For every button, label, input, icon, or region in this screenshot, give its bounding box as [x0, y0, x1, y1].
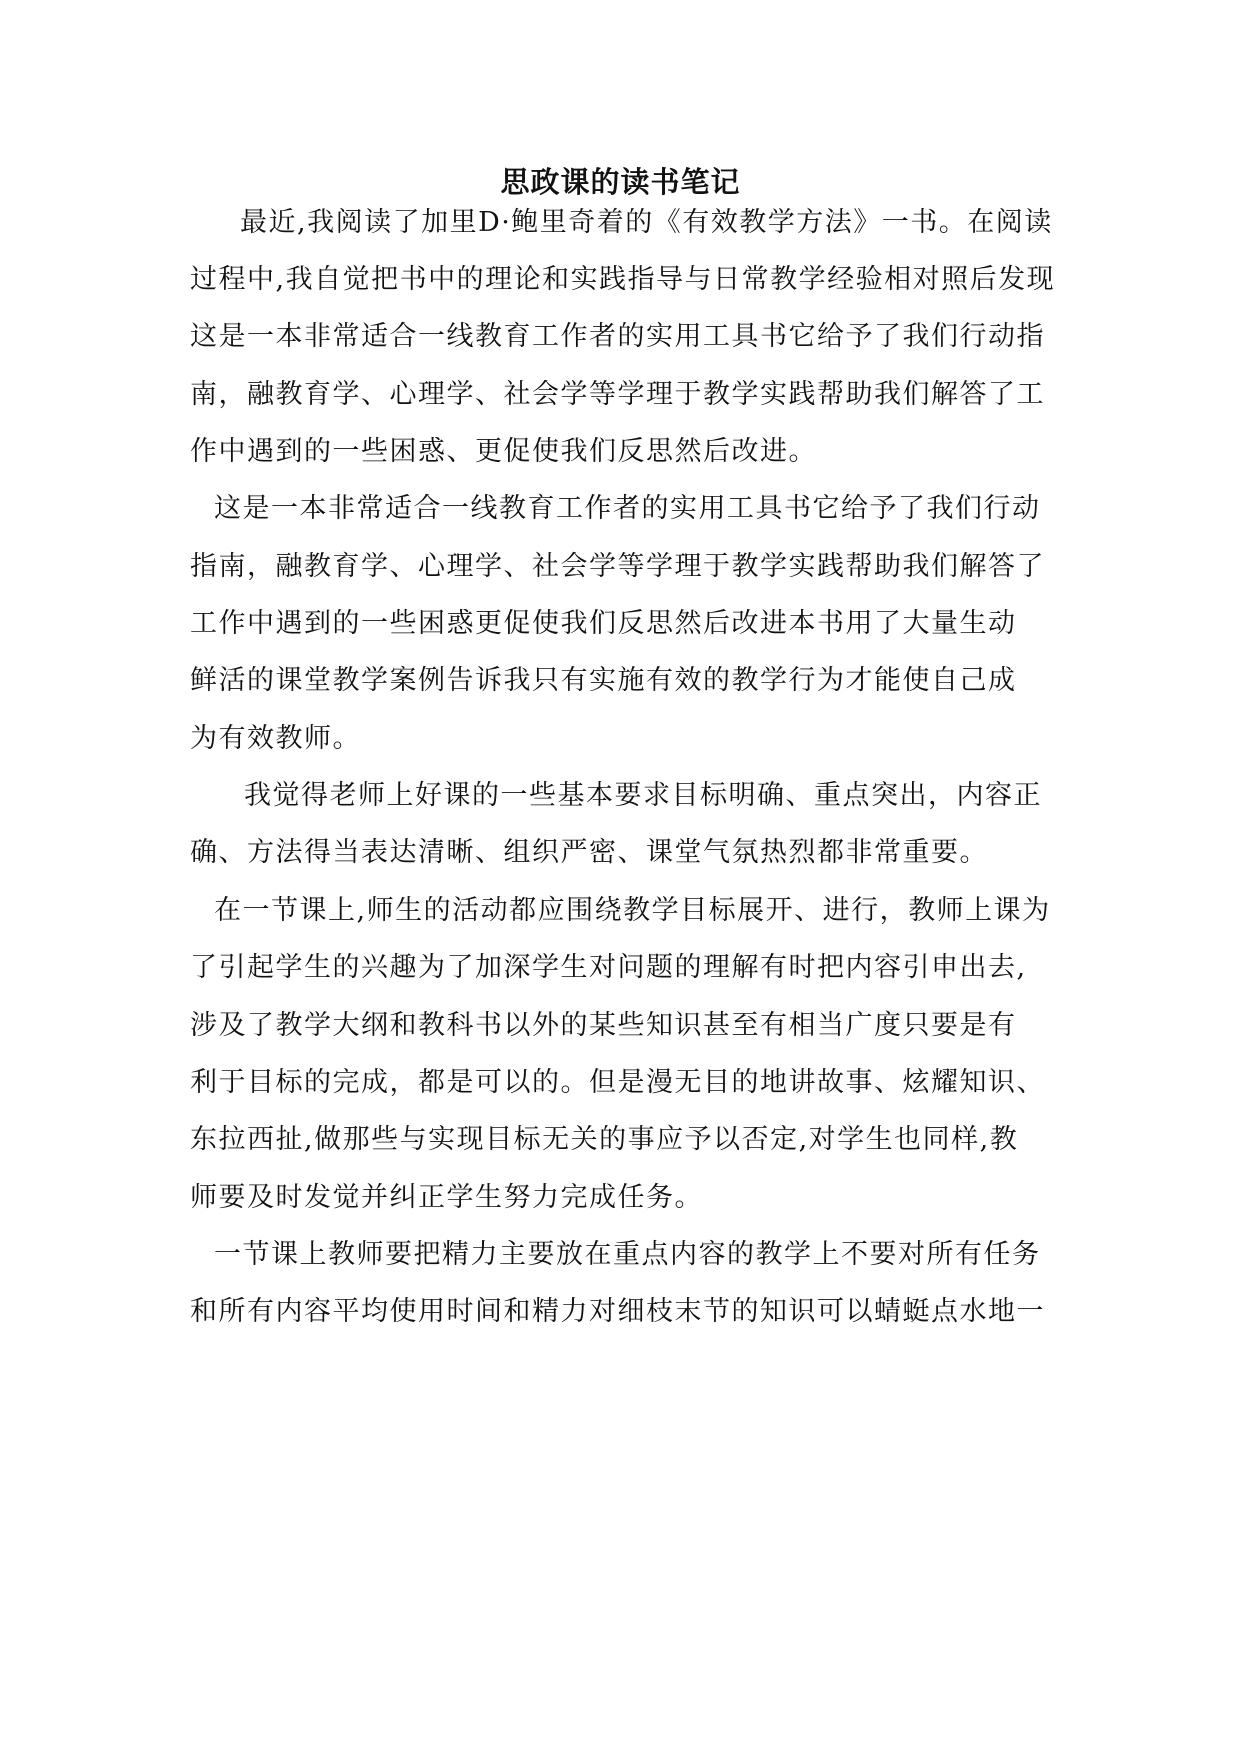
text-line-9: 鲜活的课堂教学案例告诉我只有实施有效的教学行为才能使自己成 [190, 665, 1017, 696]
text-line-10: 为有效教师。 [190, 723, 361, 754]
text-line-6: 这是一本非常适合一线教育工作者的实用工具书它给予了我们行动 [214, 493, 1041, 524]
document-title: 思政课的读书笔记 [500, 165, 741, 199]
text-line-2: 过程中,我自觉把书中的理论和实践指导与日常教学经验相对照后发现 [190, 264, 1056, 295]
text-line-3: 这是一本非常适合一线教育工作者的实用工具书它给予了我们行动指 [190, 321, 1045, 352]
text-line-16: 利于目标的完成，都是可以的。但是漫无目的地讲故事、炫耀知识、 [190, 1067, 1045, 1098]
text-line-8: 工作中遇到的一些困惑更促使我们反思然后改进本书用了大量生动 [190, 608, 1017, 639]
text-line-13: 在一节课上,师生的活动都应围绕教学目标展开、进行，教师上课为 [214, 895, 1051, 926]
text-line-15: 涉及了教学大纲和教科书以外的某些知识甚至有相当广度只要是有 [190, 1010, 1017, 1041]
text-line-19: 一节课上教师要把精力主要放在重点内容的教学上不要对所有任务 [214, 1239, 1041, 1270]
text-line-12: 确、方法得当表达清晰、组织严密、课堂气氛热烈都非常重要。 [190, 837, 988, 868]
text-line-1: 最近,我阅读了加里D·鲍里奇着的《有效教学方法》一书。在阅读 [240, 207, 1053, 238]
text-line-11: 我觉得老师上好课的一些基本要求目标明确、重点突出，内容正 [244, 780, 1042, 811]
text-line-5: 作中遇到的一些困惑、更促使我们反思然后改进。 [190, 436, 817, 467]
text-line-17: 东拉西扯,做那些与实现目标无关的事应予以否定,对学生也同样,教 [190, 1124, 1019, 1155]
text-line-4: 南，融教育学、心理学、社会学等学理于教学实践帮助我们解答了工 [190, 379, 1045, 410]
text-line-14: 了引起学生的兴趣为了加深学生对问题的理解有时把内容引申出去, [190, 952, 1027, 983]
text-line-20: 和所有内容平均使用时间和精力对细枝末节的知识可以蜻蜓点水地一 [190, 1296, 1045, 1327]
text-line-18: 师要及时发觉并纠正学生努力完成任务。 [190, 1182, 703, 1213]
text-line-7: 指南，融教育学、心理学、社会学等学理于教学实践帮助我们解答了 [190, 551, 1045, 582]
